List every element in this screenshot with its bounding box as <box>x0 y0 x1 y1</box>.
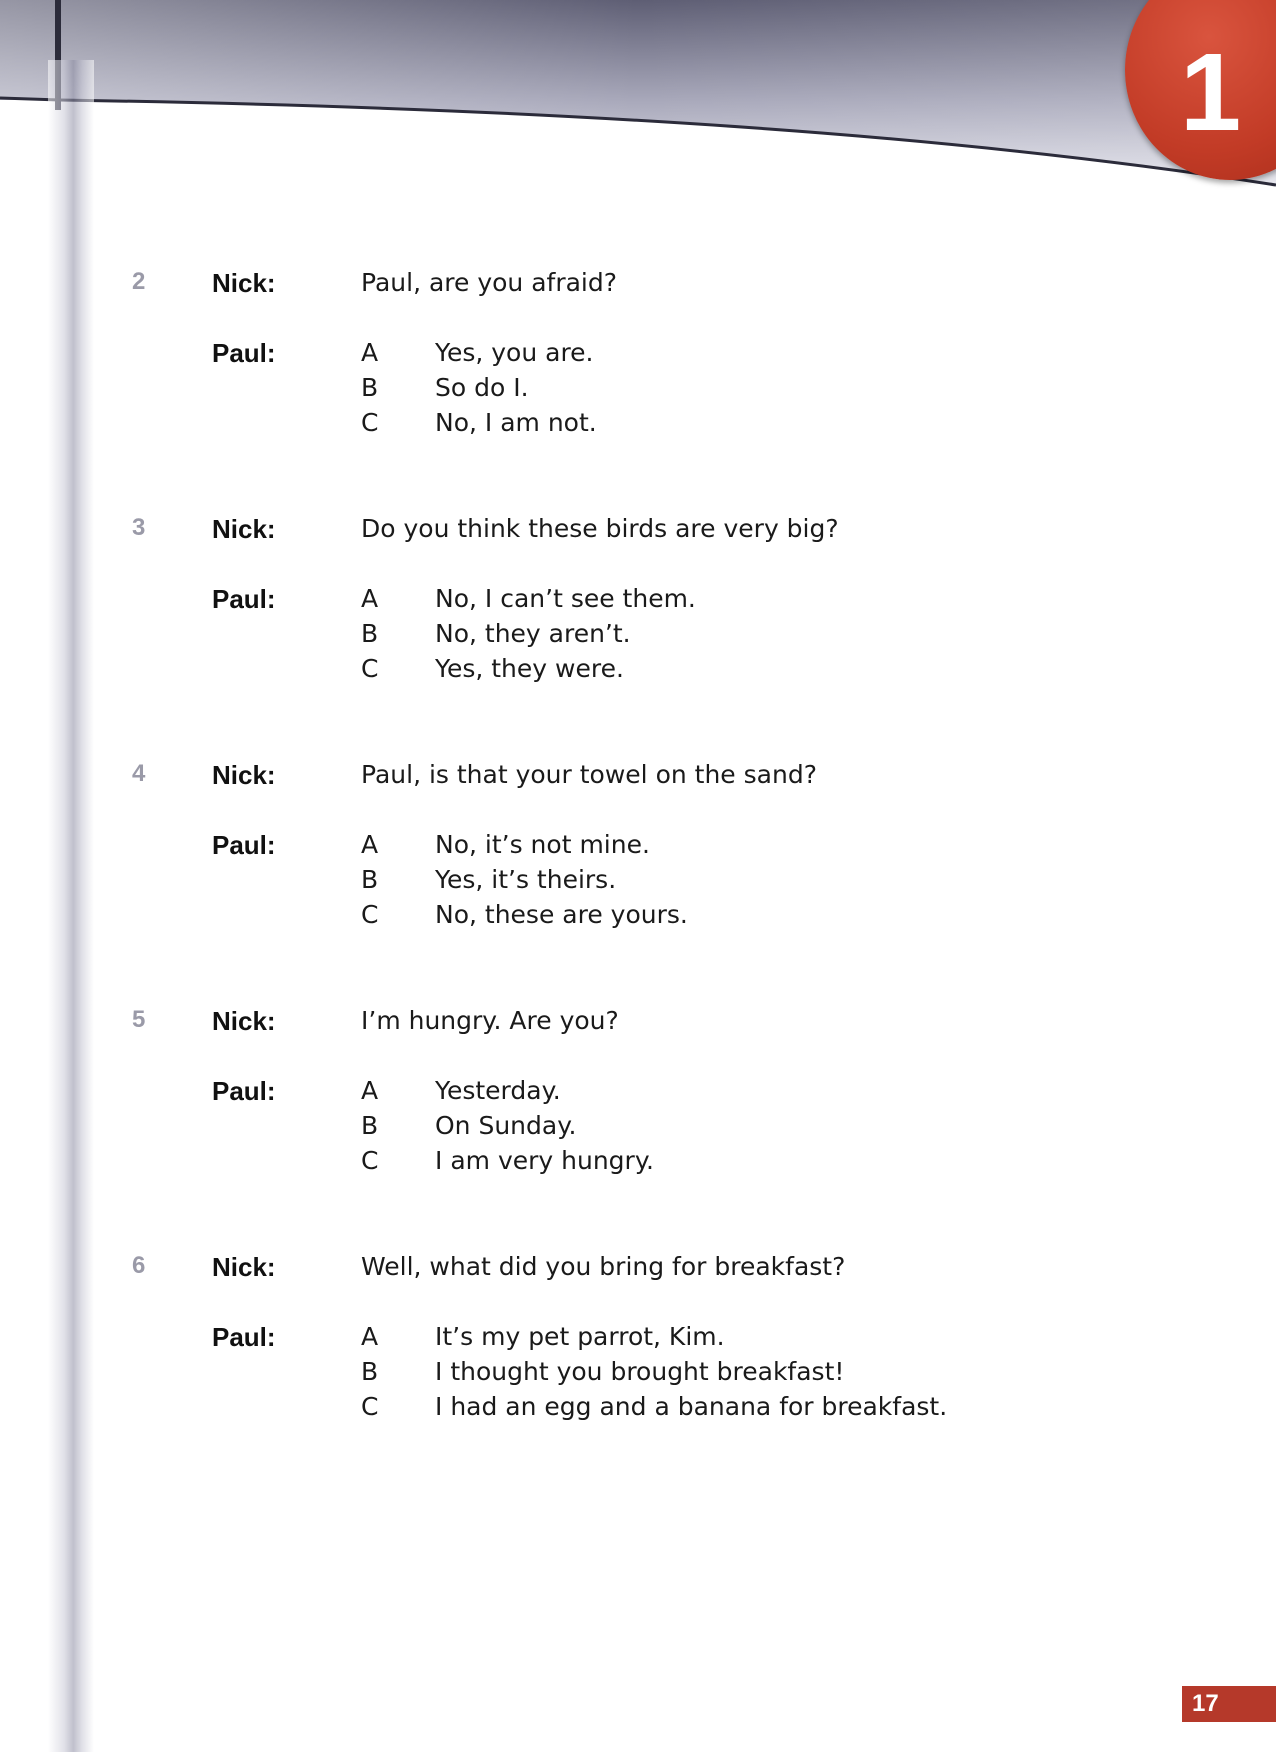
option-text: No, these are yours. <box>435 900 688 929</box>
speaker-label: Nick: <box>212 760 276 790</box>
option-text: No, they aren’t. <box>435 619 631 648</box>
option-letter: B <box>361 865 379 894</box>
speaker-label: Nick: <box>212 268 276 298</box>
option-text: So do I. <box>435 373 529 402</box>
speaker-label: Nick: <box>212 1252 276 1282</box>
question-item <box>0 268 1276 468</box>
option-text: No, I am not. <box>435 408 597 437</box>
option-text: Yesterday. <box>435 1076 561 1105</box>
option-text: It’s my pet parrot, Kim. <box>435 1322 725 1351</box>
option-letter: A <box>361 830 379 859</box>
option-text: I had an egg and a banana for breakfast. <box>435 1392 948 1421</box>
question-prompt: Do you think these birds are very big? <box>361 514 839 543</box>
option-letter: C <box>361 654 379 683</box>
question-item <box>0 1252 1276 1452</box>
page-number: 17 <box>1182 1686 1276 1722</box>
speaker-label: Paul: <box>212 584 276 614</box>
question-number: 4 <box>132 760 146 787</box>
option-letter: C <box>361 900 379 929</box>
option-letter: A <box>361 584 379 613</box>
option-text: Yes, you are. <box>435 338 594 367</box>
option-letter: C <box>361 1392 379 1421</box>
option-letter: B <box>361 1357 379 1386</box>
speaker-label: Nick: <box>212 1006 276 1036</box>
option-text: No, it’s not mine. <box>435 830 650 859</box>
question-prompt: Paul, is that your towel on the sand? <box>361 760 817 789</box>
speaker-label: Paul: <box>212 338 276 368</box>
option-letter: C <box>361 408 379 437</box>
speaker-label: Paul: <box>212 1076 276 1106</box>
question-prompt: Paul, are you afraid? <box>361 268 618 297</box>
question-prompt: Well, what did you bring for breakfast? <box>361 1252 846 1281</box>
unit-number: 1 <box>1180 31 1242 154</box>
option-text: No, I can’t see them. <box>435 584 696 613</box>
option-letter: B <box>361 1111 379 1140</box>
option-text: On Sunday. <box>435 1111 577 1140</box>
option-letter: C <box>361 1146 379 1175</box>
option-letter: A <box>361 338 379 367</box>
question-item <box>0 514 1276 714</box>
question-number: 2 <box>132 268 146 295</box>
question-prompt: I’m hungry. Are you? <box>361 1006 619 1035</box>
option-letter: B <box>361 619 379 648</box>
question-number: 6 <box>132 1252 146 1279</box>
option-text: Yes, it’s theirs. <box>435 865 617 894</box>
question-number: 3 <box>132 514 146 541</box>
option-text: I am very hungry. <box>435 1146 654 1175</box>
option-text: I thought you brought breakfast! <box>435 1357 845 1386</box>
question-number: 5 <box>132 1006 146 1033</box>
question-item <box>0 760 1276 960</box>
header-decoration <box>0 0 1276 200</box>
option-letter: B <box>361 373 379 402</box>
question-item <box>0 1006 1276 1206</box>
option-letter: A <box>361 1322 379 1351</box>
speaker-label: Nick: <box>212 514 276 544</box>
speaker-label: Paul: <box>212 1322 276 1352</box>
option-text: Yes, they were. <box>435 654 624 683</box>
speaker-label: Paul: <box>212 830 276 860</box>
option-letter: A <box>361 1076 379 1105</box>
